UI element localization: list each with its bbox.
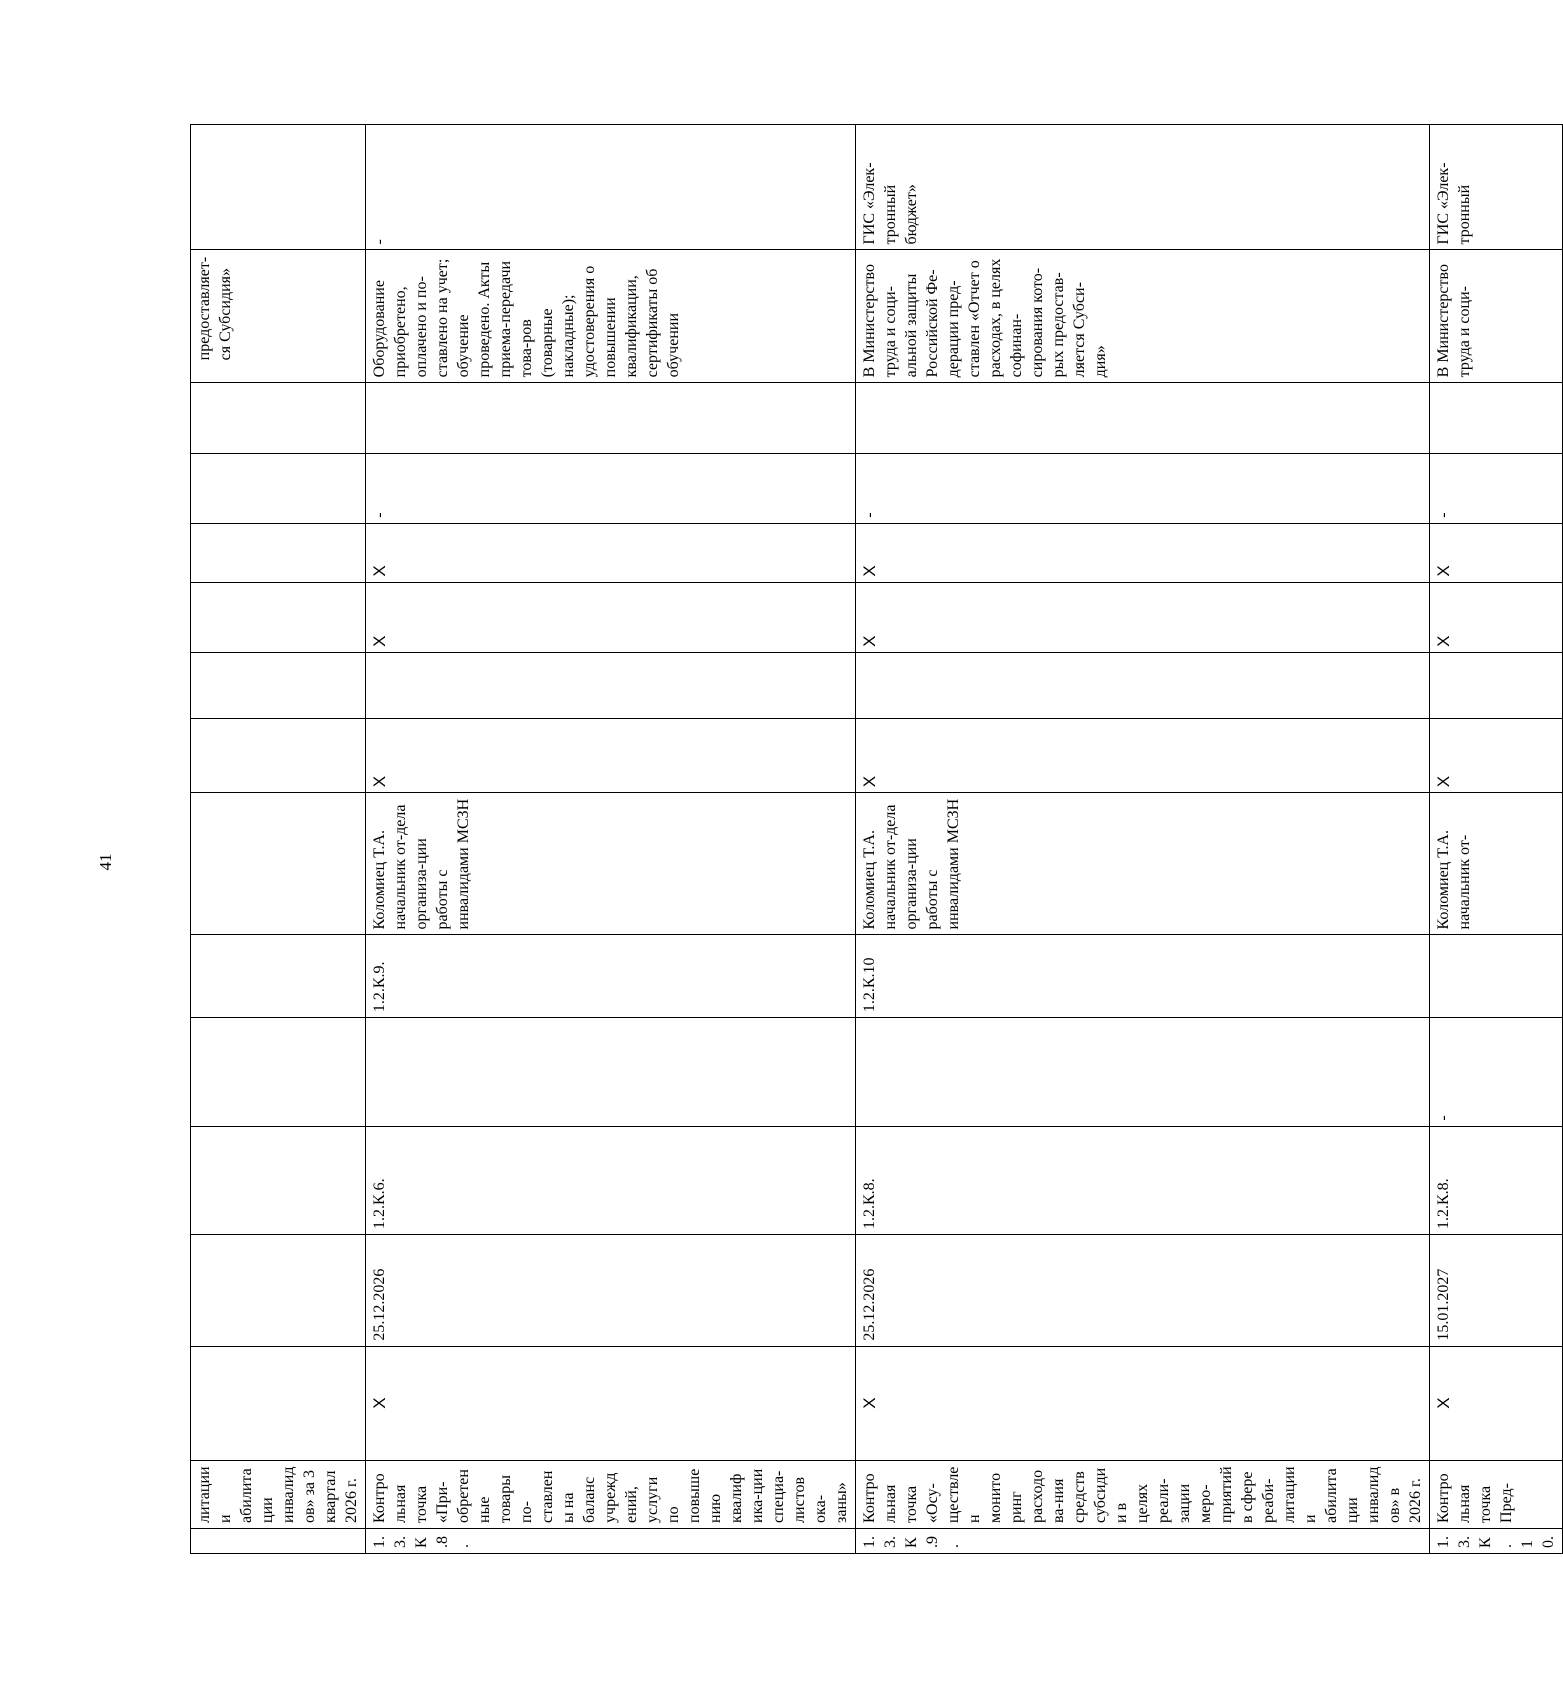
control-points-table [190, 124, 1563, 1554]
cell-empty [191, 1126, 366, 1234]
cell-successor: 1.2.К.10 [856, 935, 1430, 1018]
cell-system: - [366, 125, 856, 250]
cell-successor [1430, 935, 1563, 1018]
cell-predecessor: 1.2.К.8. [856, 1126, 1430, 1234]
cell-mark: - [856, 453, 1430, 523]
cell-predecessor: 1.2.К.8. [1430, 1126, 1563, 1234]
cell-system: ГИС «Элек-тронный [1430, 125, 1563, 250]
cell-predecessor: 1.2.К.6. [366, 1126, 856, 1234]
cell-mark: X [856, 582, 1430, 652]
cell-name: Контрольная точка «Осу-ществлен мониторинг расходова-ния средств субсидии в целях реали-зации меро-приятий в сфере реаби-литации и абилитации инвалидов» в 2026 г. [856, 1460, 1430, 1528]
cell-date: 15.01.2027 [1430, 1235, 1563, 1347]
cell-mark: - [366, 453, 856, 523]
cell-system: ГИС «Элек-тронный бюджет» [856, 125, 1430, 250]
cell-empty [191, 1235, 366, 1347]
table-row [366, 125, 856, 1554]
cell-link-type [856, 1018, 1430, 1126]
cell-name: Контрольная точка «При-обретенные товары по-ставлены на баланс учреждений, услуги по повышению квалифика-ции специа-листов ока-заны» [366, 1460, 856, 1528]
cell-empty [191, 523, 366, 582]
cell-document: Оборудование приобретено, оплачено и по-ставлено на учет; обучение проведено. Акты приема-передачи това-ров (товарные накладные); удостоверения о повышении квалификации, сертификаты об обучении [366, 250, 856, 383]
cell-empty [191, 935, 366, 1018]
cell-num: 1.3.К.9. [856, 1528, 1430, 1553]
cell-link-type: - [1430, 1018, 1563, 1126]
cell-empty [191, 1018, 366, 1126]
cell-name: Контрольная точка Пред- [1430, 1460, 1563, 1528]
cell-mark [1430, 383, 1563, 453]
cell-empty [191, 125, 366, 250]
cell-mark: X [366, 718, 856, 793]
cell-mark: X [366, 582, 856, 652]
cell-document: В Министерство труда и соци- [1430, 250, 1563, 383]
cell-mark: X [1430, 582, 1563, 652]
cell-mark: X [856, 523, 1430, 582]
cell-mark [856, 383, 1430, 453]
cell-empty [191, 793, 366, 935]
cell-mark: X [856, 718, 1430, 793]
cell-date: 25.12.2026 [856, 1235, 1430, 1347]
cell-mark: X [1430, 1346, 1563, 1460]
cell-document: В Министерство труда и соци-альной защиты Российской Фе-дерации пред-ставлен «Отчет о расходах, в целях софинан-сирования кото-рых предостав-ляется Субси-дия» [856, 250, 1430, 383]
cell-mark: X [1430, 523, 1563, 582]
cell-name: литации и абилитации инвалидов» за 3 квартал 2026 г. [191, 1460, 366, 1528]
cell-document: предоставляет-ся Субсидия» [191, 250, 366, 383]
page-number: 41 [96, 853, 115, 871]
cell-empty [191, 718, 366, 793]
cell-responsible: Коломиец Т.А. начальник от-дела организа-ции работы с инвалидами МСЗН [366, 793, 856, 935]
cell-responsible: Коломиец Т.А. начальник от- [1430, 793, 1563, 935]
cell-mark [366, 383, 856, 453]
cell-mark: X [366, 523, 856, 582]
cell-mark [856, 652, 1430, 718]
cell-empty [191, 652, 366, 718]
cell-mark: X [1430, 718, 1563, 793]
cell-num: 1.3.К. 10. [1430, 1528, 1563, 1553]
cell-responsible: Коломиец Т.А. начальник от-дела организа-ции работы с инвалидами МСЗН [856, 793, 1430, 935]
cell-successor: 1.2.К.9. [366, 935, 856, 1018]
cell-mark: X [856, 1346, 1430, 1460]
cell-empty [191, 383, 366, 453]
table-row [1430, 125, 1563, 1554]
cell-mark [366, 652, 856, 718]
table-row-continuation [191, 125, 366, 1554]
cell-empty [191, 1346, 366, 1460]
cell-num [191, 1528, 366, 1553]
table-row [856, 125, 1430, 1554]
cell-mark: - [1430, 453, 1563, 523]
cell-mark [1430, 652, 1563, 718]
cell-empty [191, 453, 366, 523]
cell-link-type [366, 1018, 856, 1126]
cell-mark: X [366, 1346, 856, 1460]
cell-num: 1.3.К.8. [366, 1528, 856, 1553]
cell-date: 25.12.2026 [366, 1235, 856, 1347]
cell-empty [191, 582, 366, 652]
